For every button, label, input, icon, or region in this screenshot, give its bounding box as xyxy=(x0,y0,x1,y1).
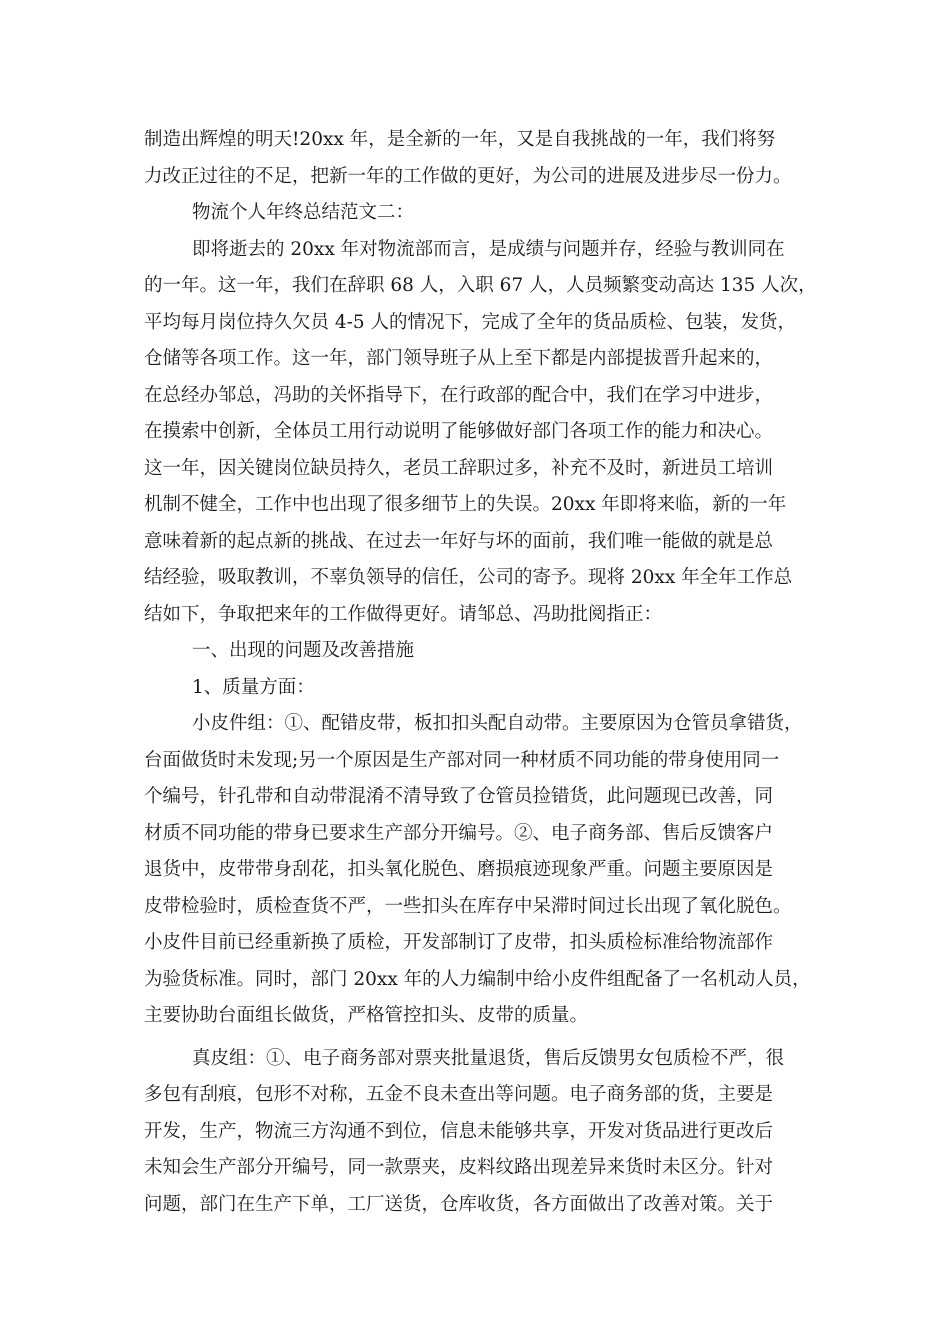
section-heading: 物流个人年终总结范文二： xyxy=(192,202,415,223)
subsection-heading: 1、质量方面： xyxy=(192,676,315,698)
text-line: 机制不健全，工作中也出现了很多细节上的失误。20xx 年即将来临，新的一年 xyxy=(144,494,787,515)
text-line: 主要协助台面组长做货，严格管控扣头、皮带的质量。 xyxy=(144,1005,589,1026)
document-body xyxy=(144,122,824,1223)
text-line: 结经验，吸取教训，不辜负领导的信任，公司的寄予。现将 20xx 年全年工作总 xyxy=(144,567,793,588)
text-line: 力改正过往的不足，把新一年的工作做的更好，为公司的进展及进步尽一份力。 xyxy=(144,165,792,187)
text-line: 材质不同功能的带身已要求生产部分开编号。②、电子商务部、售后反馈客户 xyxy=(144,822,774,844)
text-line: 小皮件组：①、配错皮带，板扣扣头配自动带。主要原因为仓管员拿错货， xyxy=(192,713,803,734)
text-line: 意味着新的起点新的挑战、在过去一年好与坏的面前，我们唯一能做的就是总 xyxy=(144,530,774,552)
text-line: 问题，部门在生产下单，工厂送货，仓库收货，各方面做出了改善对策。关于 xyxy=(144,1193,774,1215)
text-line: 的一年。这一年，我们在辞职 68 人，入职 67 人，人员频繁变动高达 135 人次， xyxy=(144,275,817,296)
text-line: 退货中，皮带带身刮花，扣头氧化脱色、磨损痕迹现象严重。问题主要原因是 xyxy=(144,859,774,880)
text-line: 为验货标准。同时，部门 20xx 年的人力编制中给小皮件组配备了一名机动人员， xyxy=(144,968,811,990)
section-heading: 一、出现的问题及改善措施 xyxy=(192,640,415,661)
text-line: 即将逝去的 20xx 年对物流部而言，是成绩与问题并存，经验与教训同在 xyxy=(192,238,785,260)
text-line: 结如下，争取把来年的工作做得更好。请邹总、冯助批阅指正： xyxy=(144,603,663,625)
text-line: 平均每月岗位持久欠员 4-5 人的情况下，完成了全年的货品质检、包装，发货， xyxy=(144,311,797,333)
text-line: 小皮件目前已经重新换了质检，开发部制订了皮带，扣头质检标准给物流部作 xyxy=(144,932,774,953)
text-line: 多包有刮痕，包形不对称，五金不良未查出等问题。电子商务部的货，主要是 xyxy=(144,1084,774,1105)
text-line: 开发，生产，物流三方沟通不到位，信息未能够共享，开发对货品进行更改后 xyxy=(144,1120,774,1142)
text-line: 在总经办邹总，冯助的关怀指导下，在行政部的配合中，我们在学习中进步， xyxy=(144,384,774,406)
text-line: 台面做货时未发现;另一个原因是生产部对同一种材质不同功能的带身使用同一 xyxy=(144,749,780,771)
text-line: 皮带检验时，质检查货不严，一些扣头在库存中呆滞时间过长出现了氧化脱色。 xyxy=(144,895,792,917)
text-line: 仓储等各项工作。这一年，部门领导班子从上至下都是内部提拔晋升起来的， xyxy=(144,348,774,369)
text-line: 真皮组：①、电子商务部对票夹批量退货，售后反馈男女包质检不严，很 xyxy=(192,1047,785,1069)
text-line: 制造出辉煌的明天!20xx 年，是全新的一年，又是自我挑战的一年，我们将努 xyxy=(144,129,776,150)
text-line: 这一年，因关键岗位缺员持久，老员工辞职过多，补充不及时，新进员工培训 xyxy=(144,457,774,479)
text-line: 未知会生产部分开编号，同一款票夹，皮料纹路出现差异来货时未区分。针对 xyxy=(144,1157,774,1178)
text-line: 在摸索中创新，全体员工用行动说明了能够做好部门各项工作的能力和决心。 xyxy=(144,421,774,442)
text-line: 个编号，针孔带和自动带混淆不清导致了仓管员捡错货，此问题现已改善，同 xyxy=(144,786,774,807)
